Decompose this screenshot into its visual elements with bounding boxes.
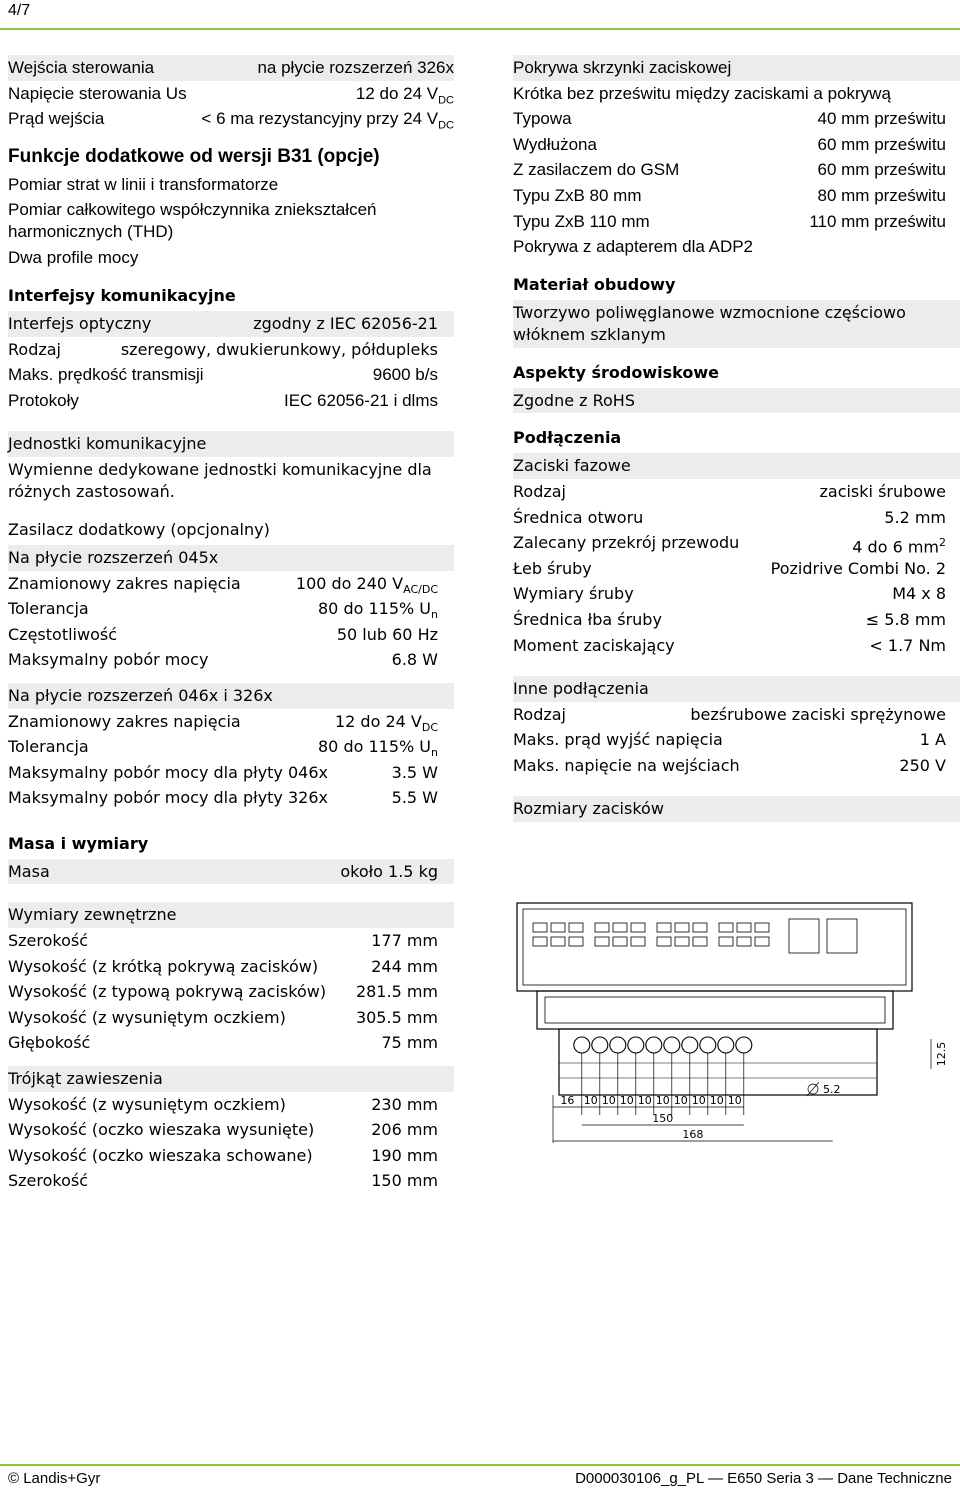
control-inputs-value: na płycie rozszerzeń 326x xyxy=(257,58,454,77)
screw-terminal xyxy=(592,1037,608,1053)
spec-label: Typu ZxB 110 mm xyxy=(513,211,650,231)
section-band: Inne podłączenia xyxy=(513,676,960,702)
section-title: Funkcje dodatkowe od wersji B31 (opcje) xyxy=(8,145,380,167)
spec-label: Wysokość (z krótką pokrywą zacisków) xyxy=(8,956,319,976)
spring-terminal xyxy=(569,923,583,932)
spec-row xyxy=(513,81,960,107)
list-item: Pomiar strat w linii i transformatorze xyxy=(8,174,279,194)
spec-label: Zalecany przekrój przewodu xyxy=(513,533,740,553)
spec-label: Średnica łba śruby xyxy=(513,609,662,629)
spec-row xyxy=(513,556,960,582)
section-band: Trójkąt zawieszenia xyxy=(8,1066,454,1092)
pitch-label: 10 xyxy=(673,1094,688,1107)
spec-label: Wysokość (oczko wieszaka schowane) xyxy=(8,1145,313,1165)
screw-terminal xyxy=(682,1037,698,1053)
screw-terminal xyxy=(610,1037,626,1053)
spec-row xyxy=(8,622,454,648)
spec-label: Maks. prędkość transmisji xyxy=(8,365,204,385)
spec-label: Wymiary śruby xyxy=(513,584,634,604)
spec-row xyxy=(8,785,454,811)
spec-row xyxy=(513,209,960,235)
terminal-block-drawing xyxy=(513,893,953,1163)
spec-label: Krótka bez prześwitu między zaciskami a pokrywą xyxy=(513,83,891,103)
spring-terminal xyxy=(675,937,689,946)
spec-value: 40 mm prześwitu xyxy=(817,109,946,129)
spec-row xyxy=(513,727,960,753)
spec-value: 250 V xyxy=(899,755,946,775)
screw-terminal xyxy=(574,1037,590,1053)
list-item: Pomiar całkowitego współczynnika zniekształceń harmonicznych (THD) xyxy=(8,200,377,242)
spec-label: Rodzaj xyxy=(8,339,61,359)
section-title: Interfejsy komunikacyjne xyxy=(8,285,236,305)
spec-label: Napięcie sterowania Us xyxy=(8,83,187,103)
housing-outline xyxy=(517,903,912,991)
spring-terminal xyxy=(569,937,583,946)
spec-row xyxy=(513,753,960,779)
section-band: Wymiary zewnętrzne xyxy=(8,902,454,928)
spec-value: M4 x 8 xyxy=(892,584,946,604)
section-title: Masa i wymiary xyxy=(8,833,149,853)
section-band: Zaciski fazowe xyxy=(513,453,960,479)
footer-copyright: © Landis+Gyr xyxy=(8,1470,101,1487)
spec-row xyxy=(513,183,960,209)
dimension-150-label: 150 xyxy=(652,1112,674,1125)
spec-value: 206 mm xyxy=(371,1120,438,1140)
spec-value: 281.5 mm xyxy=(355,982,438,1002)
spec-row xyxy=(8,388,454,414)
spring-terminal xyxy=(595,923,609,932)
pitch-label: 10 xyxy=(619,1094,634,1107)
section-title: Zasilacz dodatkowy (opcjonalny) xyxy=(8,519,270,539)
spec-label: Moment zaciskający xyxy=(513,635,675,655)
spring-terminal xyxy=(737,937,751,946)
spec-value: 100 do 240 $V_{AC/DC}$ xyxy=(295,573,438,596)
spec-row xyxy=(8,1143,454,1169)
spec-value: 110 mm prześwitu xyxy=(809,211,946,231)
screw-terminal xyxy=(700,1037,716,1053)
spec-value: < 6 ma rezystancyjny przy 24 $V_{DC}$ xyxy=(201,109,454,132)
spec-row xyxy=(8,596,454,622)
spec-value: 80 mm prześwitu xyxy=(817,185,946,205)
spec-value: 4 do 6 $mm^2$ xyxy=(852,536,946,557)
spec-row xyxy=(8,979,454,1005)
right-column xyxy=(513,55,960,822)
spec-value xyxy=(946,81,960,107)
spec-value: 305.5 mm xyxy=(355,1007,438,1027)
spec-row xyxy=(513,132,960,158)
spec-value: 6.8 W xyxy=(391,650,438,670)
spring-terminal xyxy=(657,937,671,946)
spring-terminal xyxy=(755,937,769,946)
spec-label: Typowa xyxy=(513,109,572,129)
spec-value: IEC 62056-21 i dlms xyxy=(283,390,438,410)
spec-value: 60 mm prześwitu xyxy=(817,160,946,180)
spring-terminal xyxy=(551,923,565,932)
rj-socket xyxy=(789,919,819,953)
spring-terminal xyxy=(533,937,547,946)
section-title: Aspekty środowiskowe xyxy=(513,362,719,382)
spring-terminal xyxy=(613,937,627,946)
spec-row xyxy=(513,505,960,531)
spec-label: Tolerancja xyxy=(8,599,89,619)
spec-row xyxy=(513,702,960,728)
spec-row xyxy=(8,1092,454,1118)
outer-dimensions-list xyxy=(8,928,454,1056)
spec-label: Znamionowy zakres napięcia xyxy=(8,711,241,731)
spec-label: Szerokość xyxy=(8,931,89,951)
spec-value: 5.2 mm xyxy=(884,507,946,527)
paragraph: Zgodne z RoHS xyxy=(513,388,960,414)
spec-value: 1 A xyxy=(919,730,946,750)
spec-row xyxy=(8,709,454,735)
spec-value: 3.5 W xyxy=(391,762,438,782)
spec-row xyxy=(8,954,454,980)
footer-rule xyxy=(0,1464,960,1466)
section-band: Jednostki komunikacyjne xyxy=(8,431,454,457)
spec-row xyxy=(8,859,454,885)
spec-value: zaciski śrubowe xyxy=(819,481,946,501)
spring-terminal xyxy=(657,923,671,932)
spec-value: ≤ 5.8 mm xyxy=(865,609,946,629)
spec-row xyxy=(8,928,454,954)
spec-label: Rodzaj xyxy=(513,704,566,724)
spec-label: Rodzaj xyxy=(513,481,566,501)
spec-row xyxy=(513,479,960,505)
spec-value: 230 mm xyxy=(371,1094,438,1114)
list-item: Dwa profile mocy xyxy=(8,248,139,268)
spec-row xyxy=(513,530,960,556)
spec-row xyxy=(513,581,960,607)
spec-label: Maks. prąd wyjść napięcia xyxy=(513,730,723,750)
spec-label: Znamionowy zakres napięcia xyxy=(8,573,241,593)
pitch-label: 10 xyxy=(583,1094,598,1107)
spec-value: 12 do 24 $V_{DC}$ xyxy=(334,711,438,734)
spec-label: Prąd wejścia xyxy=(8,109,105,129)
spec-value: zgodny z IEC 62056-21 xyxy=(253,313,438,333)
spec-row xyxy=(513,157,960,183)
spec-value: około 1.5 kg xyxy=(340,861,438,881)
spec-label: Typu ZxB 80 mm xyxy=(513,185,642,205)
spec-row xyxy=(8,311,454,337)
terminal-cover-list xyxy=(513,81,960,260)
spring-terminal xyxy=(719,923,733,932)
dimension-168-label: 168 xyxy=(682,1128,704,1141)
hole-diameter-label: 5.2 xyxy=(823,1083,841,1096)
spec-label: Maksymalny pobór mocy dla płyty 046x xyxy=(8,762,328,782)
spring-terminal xyxy=(551,937,565,946)
spring-terminal xyxy=(631,923,645,932)
spring-terminal xyxy=(675,923,689,932)
rj-socket xyxy=(827,919,857,953)
spring-terminal xyxy=(631,937,645,946)
spec-value: 80 do 115% $U_n$ xyxy=(318,737,438,760)
spec-label: Masa xyxy=(8,861,50,881)
housing-inner xyxy=(523,909,906,985)
spec-value: 75 mm xyxy=(381,1033,438,1053)
spec-label: Z zasilaczem do GSM xyxy=(513,160,680,180)
spring-terminal xyxy=(595,937,609,946)
spec-label: Maksymalny pobór mocy dla płyty 326x xyxy=(8,788,328,808)
spec-row xyxy=(513,633,960,659)
spec-label: Tolerancja xyxy=(8,737,89,757)
spec-row xyxy=(8,362,454,388)
control-inputs-label: Wejścia sterowania xyxy=(8,58,155,77)
spec-label: Wysokość (oczko wieszaka wysunięte) xyxy=(8,1120,315,1140)
spec-row xyxy=(8,647,454,673)
spring-terminal xyxy=(693,937,707,946)
spec-value: < 1.7 Nm xyxy=(869,635,946,655)
spec-row xyxy=(8,1168,454,1194)
spec-row xyxy=(8,337,454,363)
triangle-dimensions-list xyxy=(8,1092,454,1194)
spring-terminal xyxy=(719,937,733,946)
spec-value: 60 mm prześwitu xyxy=(817,134,946,154)
spec-label: Łeb śruby xyxy=(513,558,592,578)
spec-value: 177 mm xyxy=(371,931,438,951)
spec-row xyxy=(8,81,454,107)
spring-terminal xyxy=(533,923,547,932)
spec-value: 5.5 W xyxy=(391,788,438,808)
spec-value xyxy=(946,234,960,260)
pitch-label: 10 xyxy=(727,1094,742,1107)
left-column xyxy=(8,55,454,1194)
section-title: Materiał obudowy xyxy=(513,274,676,294)
screw-terminal xyxy=(718,1037,734,1053)
spec-value: 12 do 24 $V_{DC}$ xyxy=(355,83,454,106)
spec-label: Średnica otworu xyxy=(513,507,644,527)
spec-row xyxy=(8,734,454,760)
spec-label: Protokoły xyxy=(8,390,79,410)
page-number: 4/7 xyxy=(8,2,31,19)
spec-value: bezśrubowe zaciski sprężynowe xyxy=(690,704,946,724)
spec-label: Maks. napięcie na wejściach xyxy=(513,755,740,775)
spec-label: Głębokość xyxy=(8,1033,91,1053)
spec-label: Szerokość xyxy=(8,1171,89,1191)
screw-terminal xyxy=(736,1037,752,1053)
spec-value: 190 mm xyxy=(371,1145,438,1165)
spec-label: Wydłużona xyxy=(513,134,597,154)
spec-label: Wysokość (z wysuniętym oczkiem) xyxy=(8,1094,286,1114)
pitch-label: 10 xyxy=(709,1094,724,1107)
spec-row xyxy=(8,571,454,597)
spec-value: szeregowy, dwukierunkowy, półdupleks xyxy=(120,339,438,359)
pitch-label: 16 xyxy=(560,1094,575,1107)
spec-row xyxy=(513,607,960,633)
spec-value: 50 lub 60 Hz xyxy=(336,624,438,644)
spec-value: 150 mm xyxy=(371,1171,438,1191)
section-title: Podłączenia xyxy=(513,428,622,448)
screw-terminal xyxy=(664,1037,680,1053)
spec-value: Pozidrive Combi No. 2 xyxy=(770,558,946,578)
pitch-label: 10 xyxy=(655,1094,670,1107)
spec-label: Pokrywa z adapterem dla ADP2 xyxy=(513,237,754,257)
section-band: Na płycie rozszerzeń 045x xyxy=(8,545,454,571)
pitch-label: 10 xyxy=(637,1094,652,1107)
spec-label: Maksymalny pobór mocy xyxy=(8,650,209,670)
spec-label: Interfejs optyczny xyxy=(8,313,152,333)
pitch-label: 10 xyxy=(601,1094,616,1107)
screw-terminal xyxy=(646,1037,662,1053)
screw-terminal xyxy=(628,1037,644,1053)
spec-row xyxy=(8,1117,454,1143)
section-band: Na płycie rozszerzeń 046x i 326x xyxy=(8,683,454,709)
spec-value: 80 do 115% $U_n$ xyxy=(318,599,438,622)
pitch-label: 10 xyxy=(691,1094,706,1107)
spec-label: Wysokość (z typową pokrywą zacisków) xyxy=(8,982,327,1002)
spec-row xyxy=(8,760,454,786)
spec-row xyxy=(8,1005,454,1031)
section-band: Rozmiary zacisków xyxy=(513,796,960,822)
paragraph: Tworzywo poliwęglanowe wzmocnione częściowo włóknem szklanym xyxy=(513,300,960,348)
spec-row xyxy=(513,106,960,132)
control-inputs-header xyxy=(8,55,454,81)
spec-value: 9600 b/s xyxy=(372,365,438,385)
spec-row xyxy=(513,234,960,260)
height-dimension-label: 12.5 xyxy=(935,1041,948,1067)
spring-terminal xyxy=(755,923,769,932)
spring-terminal xyxy=(737,923,751,932)
spec-row xyxy=(8,106,454,132)
spec-label: Wysokość (z wysuniętym oczkiem) xyxy=(8,1007,286,1027)
paragraph: Wymienne dedykowane jednostki komunikacyjne dla różnych zastosowań. xyxy=(8,459,432,501)
spring-terminal xyxy=(613,923,627,932)
footer-document-id: D000030106_g_PL — E650 Seria 3 — Dane Techniczne xyxy=(575,1470,952,1487)
spec-value: 244 mm xyxy=(371,956,438,976)
header-rule xyxy=(0,28,960,30)
spec-label: Częstotliwość xyxy=(8,624,117,644)
spring-terminal xyxy=(693,923,707,932)
spec-row xyxy=(8,1030,454,1056)
section-band: Pokrywa skrzynki zaciskowej xyxy=(513,55,960,81)
